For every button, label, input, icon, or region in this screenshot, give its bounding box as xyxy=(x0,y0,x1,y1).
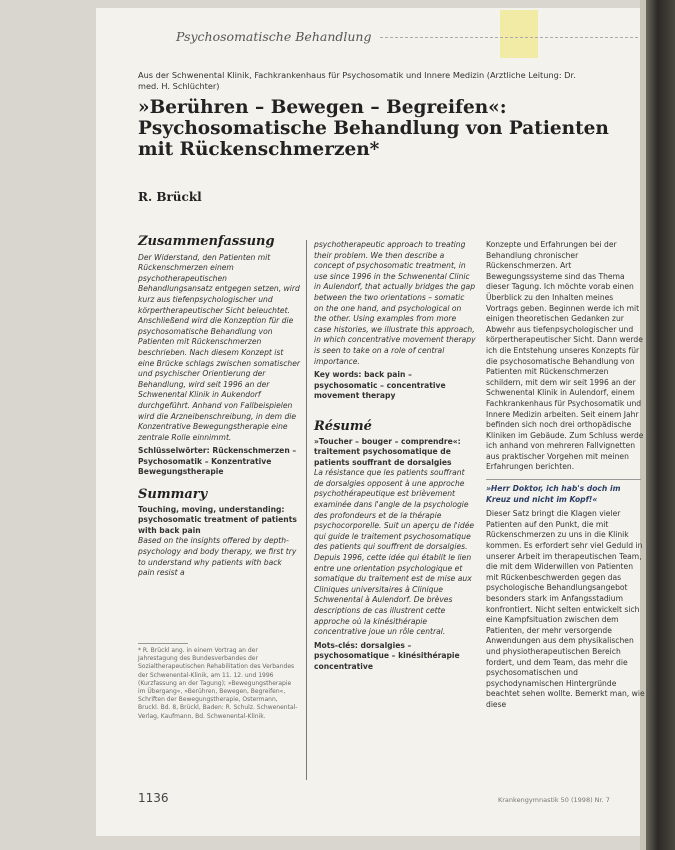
column-3 xyxy=(486,240,646,711)
page-number: 1136 xyxy=(138,791,169,805)
section-subheading: »Herr Doktor, ich hab's doch im Kreuz und nicht im Kopf!« xyxy=(486,484,621,504)
resume-title: »Toucher – bouger – comprendre«: traitement psychosomatique de patients souffrant de dorsalgies xyxy=(314,436,461,467)
footnote: * R. Brückl ang. in einem Vortrag an der Jahrestagung des Bundesverbandes der Sozialtherapeutischen Rehabilitation des Verbandes der Schwenental-Klinik, am 11. 12. und 1996 (Kurzfassung an der Tagung); »Bewegungstherapie im Übergang«, »Berühren, Bewegen, Begreifen«, Schriften der Bewegungstherapie, Ostermann, Bruckl. Bd. 8, Brückl, Baden: R. Schulz. Schwenental-Verlag, Kaufmann, Bd. Schwenental-Klinik. xyxy=(138,647,298,720)
book-spine xyxy=(646,0,675,850)
schluesselwoerter: Schlüsselwörter: Rückenschmerzen – Psychosomatik – Konzentrative Bewegungstherapie xyxy=(138,446,297,477)
header-rule xyxy=(380,37,638,38)
column-2 xyxy=(314,240,476,673)
intro-text: Konzepte und Erfahrungen bei der Behandlung chronischer Rückenschmerzen. Art Bewegungssysteme sind das Thema dieser Tagung. Ich möchte vorab einen Überblick zu den Inhalten meines Vortrags geben. Beginnen werde ich mit einigen theoretischen Gedanken zur Abwehr aus tiefenpsychologischer und körpertherapeutischer Sicht. Dann werde ich die Entstehung unseres Konzepts für die psychosomatische Behandlung von Patienten mit Rückenschmerzen schildern, mit dem wir seit 1996 an der Schwenental Klinik in Aulendorf, einem Fachkrankenhaus für Psychosomatik und Innere Medizin arbeiten. Seit einem Jahr befinden sich noch drei orthopädische Kliniken im Gebäude. Zum Schluss werde ich anhand von mehreren Fallvignetten aus praktischer Vorgehen mit meinen Erfahrungen berichten. xyxy=(486,240,644,472)
summary-text: Based on the insights offered by depth-psychology and body therapy, we first try to understand why patients with back pain resist a xyxy=(138,536,297,578)
footnote-rule xyxy=(138,643,188,644)
column-rule xyxy=(306,240,307,780)
journal-reference: Krankengymnastik 50 (1998) Nr. 7 xyxy=(498,796,610,804)
running-header: Psychosomatische Behandlung xyxy=(176,29,372,44)
section-rule xyxy=(486,479,641,480)
article-title: »Berühren – Bewegen – Begreifen«: Psychosomatische Behandlung von Patienten mit Rückenschmerzen* xyxy=(138,97,609,160)
summary-heading: Summary xyxy=(138,487,208,503)
column-1 xyxy=(138,234,301,579)
resume-heading: Résumé xyxy=(314,418,372,434)
affiliation: Aus der Schwenental Klinik, Fachkrankenhaus für Psychosomatik und Innere Medizin (Arztliche Leitung: Dr. med. H. Schlüchter) xyxy=(138,70,576,91)
mots-cles: Mots-clés: dorsalgies – psychosomatique – kinésithérapie concentrative xyxy=(314,640,460,671)
author: R. Brückl xyxy=(138,190,202,204)
resume-text: La résistance que les patients souffrant de dorsalgies opposent à une approche psychothérapeutique est brièvement examinée dans l'angle de la psychologie des profondeurs et de la thérapie psychocorporelle. Suit un aperçu de l'idée qui guide le traitement psychosomatique des patients qui souffrent de dorsalgies. Depuis 1996, cette idée qui établit le lien entre une orientation psychologique et somatique du traitement est de mise aux Cliniques universitaires à Clinique Schwenental à Aulendorf. De brèves descriptions de cas illustrent cette approche où la kinésithérapie concentrative joue un rôle central. xyxy=(314,468,475,637)
sticky-note xyxy=(500,10,538,58)
summary-continued: psychotherapeutic approach to treating their problem. We then describe a concept of psychosomatic treatment, in use since 1996 in the Schwenental Clinic in Aulendorf, that actually bridges the gap between the two orientations – somatic on the one hand, and psychological on the other. Using examples from more case histories, we illustrate this approach, in which concentrative movement therapy is seen to take on a role of central importance. xyxy=(314,240,476,366)
body-text: Dieser Satz bringt die Klagen vieler Patienten auf den Punkt, die mit Rückenschmerzen zu uns in die Klinik kommen. Es erfordert sehr viel Geduld in unserer Arbeit im therapeutischen Team, die mit dem Widerwillen von Patienten mit Rückenbeschwerden gegen das psychologische Behandlungsangebot besonders stark im Anfangsstadium konfrontiert. Nicht selten entwickelt sich eine Kampfsituation zwischen dem Patienten, der mehr versorgende Anwendungen aus dem physikalischen und physiotherapeutischen Bereich fordert, und dem Team, das mehr die psychosomatischen und psychodynamischen Hintergründe beachtet sehen wollte. Bemerkt man, wie diese xyxy=(486,509,645,709)
key-words: Key words: back pain – psychosomatic – concentrative movement therapy xyxy=(314,370,446,401)
zusammenfassung-text: Der Widerstand, den Patienten mit Rückenschmerzen einem psychotherapeutischen Behandlungsansatz entgegen setzen, wird kurz aus tiefenpsychologischer und körpertherapeutischer Sicht beleuchtet. Anschließend wird die Konzeption für die psychosomatische Behandlung von Patienten mit Rückenschmerzen beschrieben. Nach diesem Konzept ist eine Brücke schlags zwischen somatischer und psychischer Orientierung der Behandlung, wird seit 1996 an der Schwenental Klinik in Aukendorf durchgeführt. Anhand von Fallbeispielen wird die Arzneibenschreibung, in dem die Konzentrative Bewegungstherapie eine zentrale Rolle einnimmt. xyxy=(138,252,301,442)
zusammenfassung-heading: Zusammenfassung xyxy=(138,234,275,249)
summary-title: Touching, moving, understanding: psychosomatic treatment of patients with back pain xyxy=(138,504,297,535)
